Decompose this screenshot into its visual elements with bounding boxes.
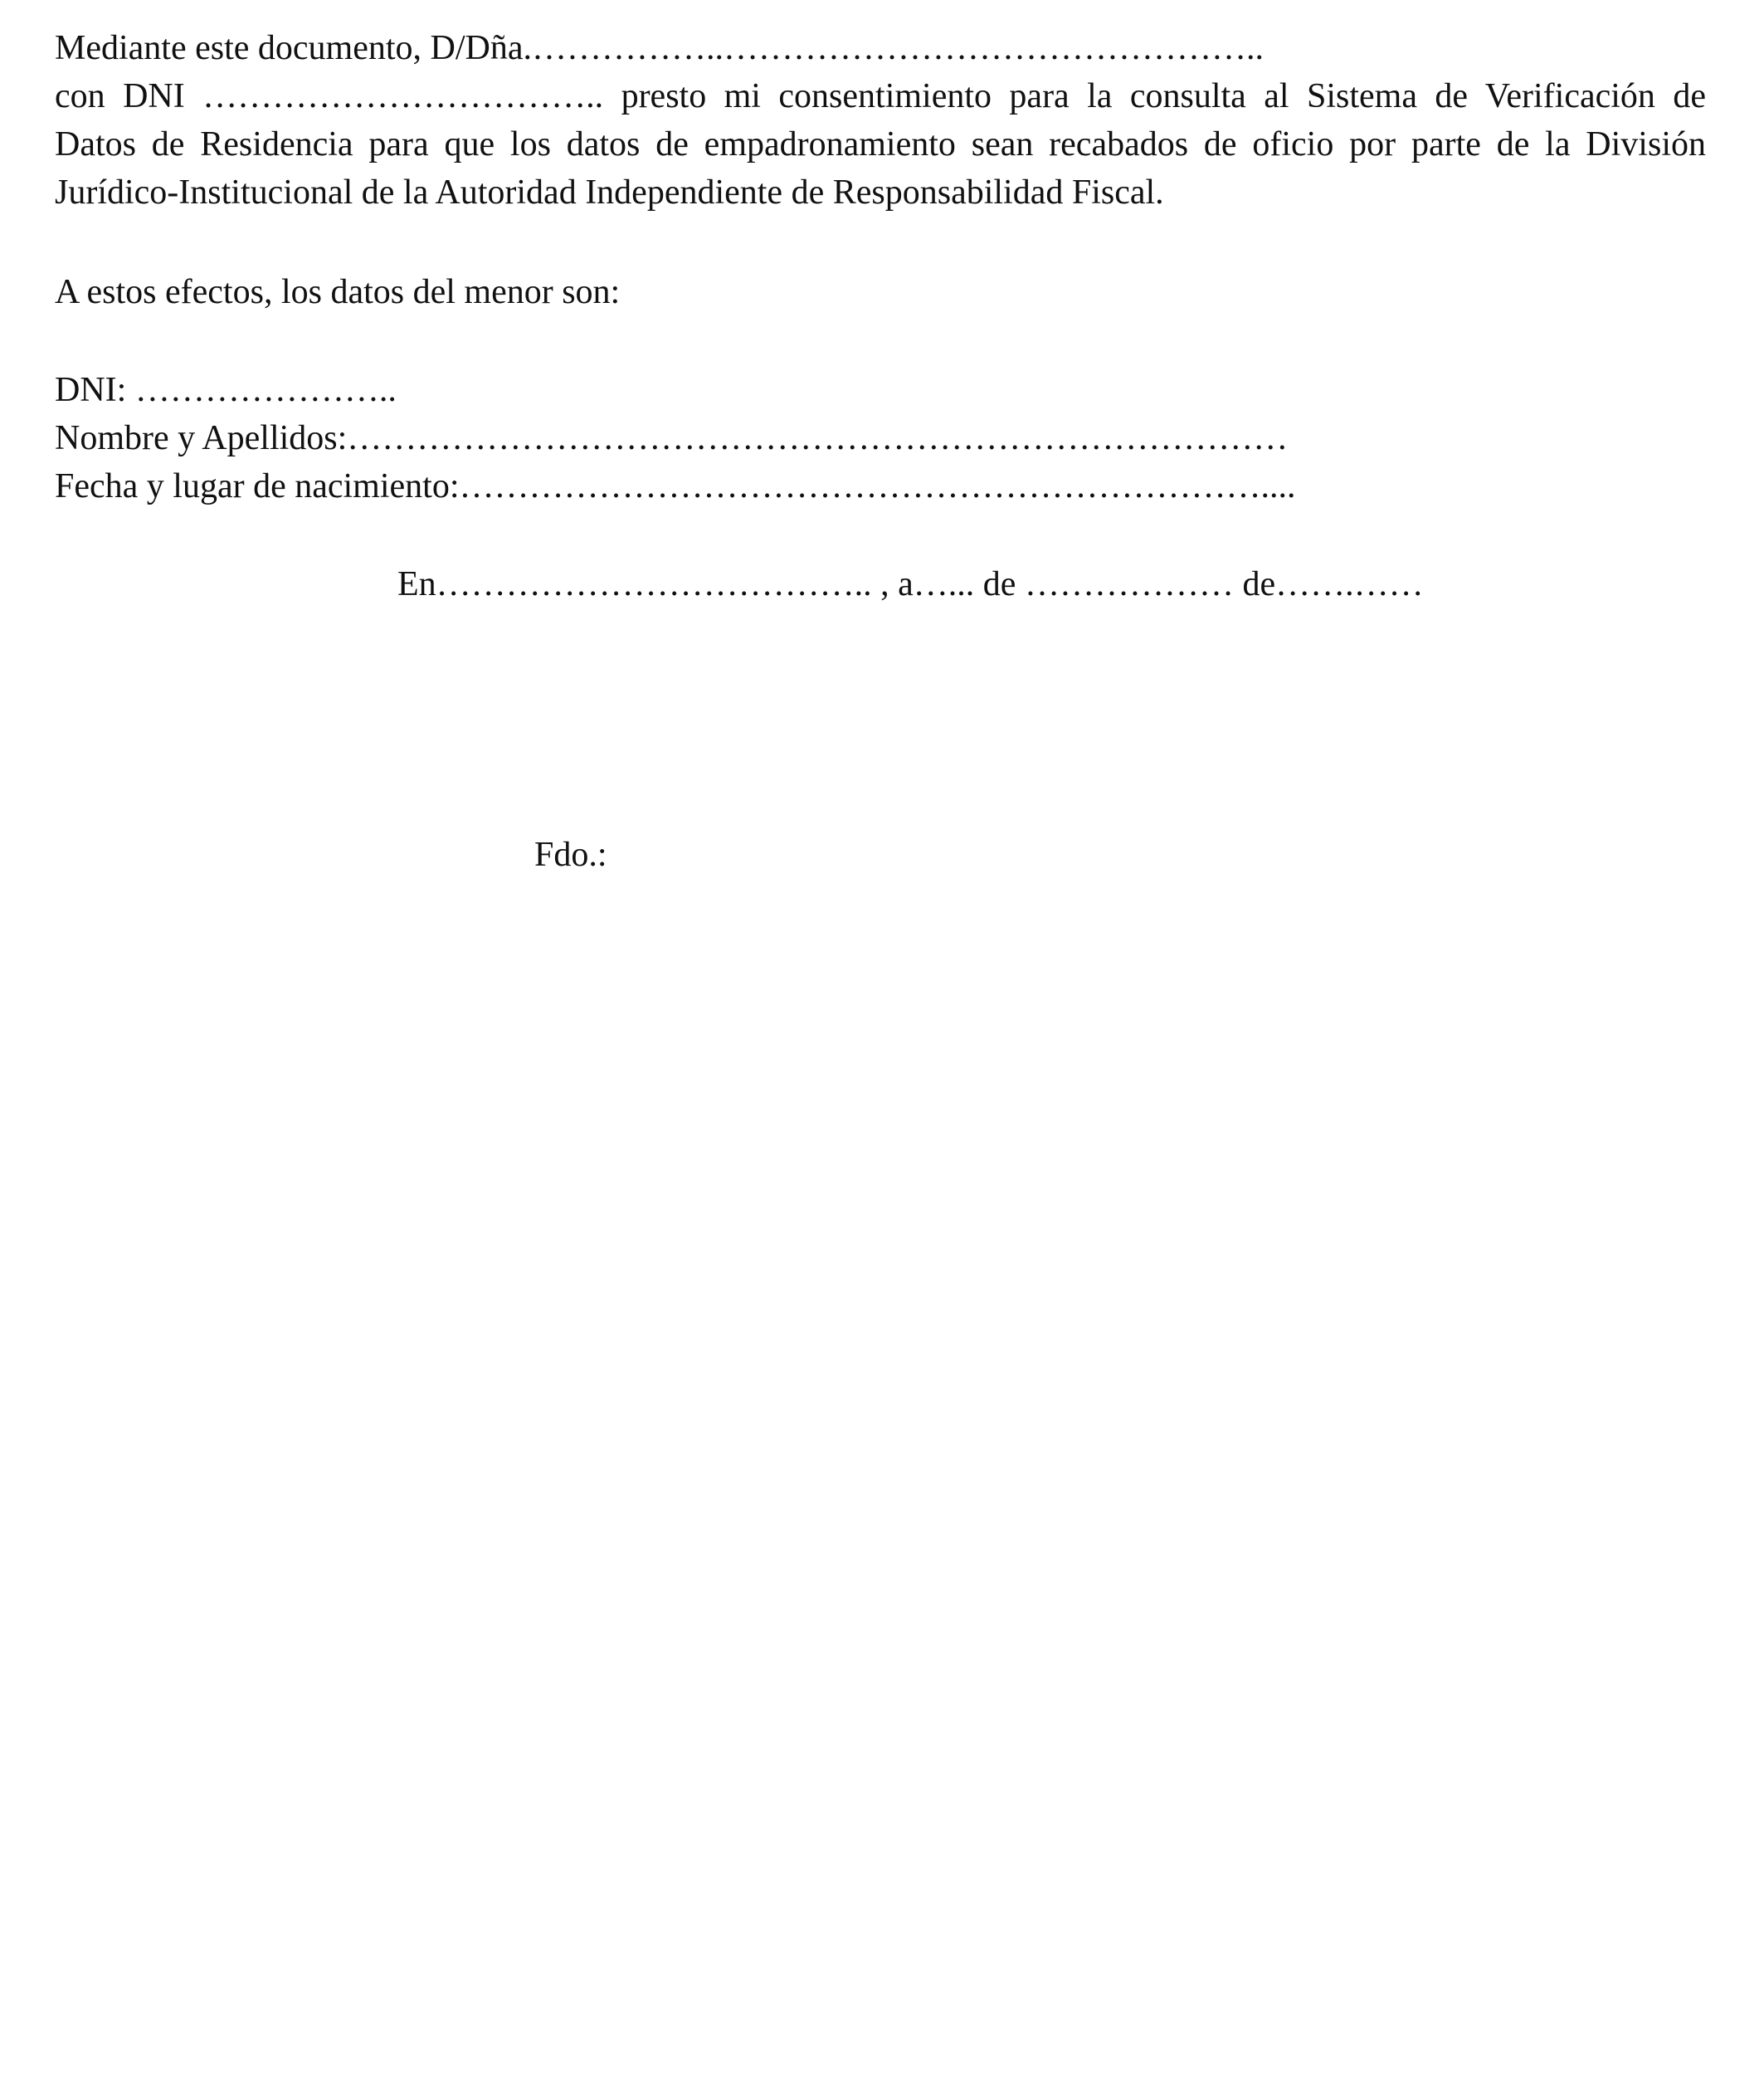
minor-data-fields — [55, 366, 1706, 510]
consent-line-2: con DNI …………………………….. presto mi consentimiento para la consulta al Sistema de Verificación de — [55, 77, 1706, 115]
place-and-date-line: En……………………………….. , a…... de ……………… de…….…… — [397, 565, 1424, 603]
consent-line-1: Mediante este documento, D/Dña.……………..……………………………………….. — [55, 29, 1264, 67]
consent-line-4: Jurídico-Institucional de la Autoridad Independiente de Responsabilidad Fiscal. — [55, 173, 1164, 212]
minor-data-intro: A estos efectos, los datos del menor son: — [55, 273, 621, 311]
minor-dni-field: DNI: ………………….. — [55, 371, 397, 409]
consent-paragraph — [55, 24, 1706, 217]
minor-birth-field: Fecha y lugar de nacimiento:…………………………………………………………….... — [55, 467, 1296, 505]
signature-label: Fdo.: — [534, 836, 607, 874]
consent-line-3: Datos de Residencia para que los datos de empadronamiento sean recabados de oficio por parte de la División — [55, 125, 1706, 164]
minor-name-field: Nombre y Apellidos:……………………………………………………………………… — [55, 419, 1289, 457]
